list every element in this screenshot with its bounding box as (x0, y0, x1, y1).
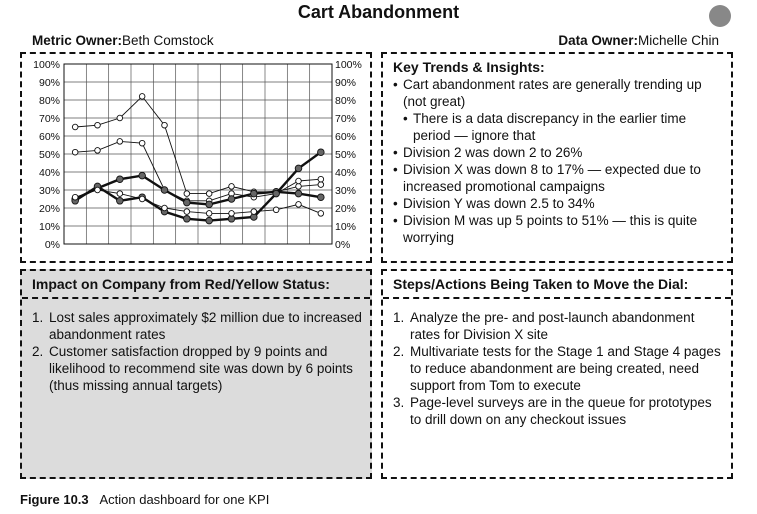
data-point (318, 194, 325, 201)
data-point (139, 172, 146, 179)
y-tick-label-right: 40% (335, 167, 357, 179)
data-point (117, 139, 123, 145)
data-point (206, 191, 212, 197)
y-tick-label-right: 50% (335, 149, 357, 161)
impact-item-number: 2. (32, 344, 44, 359)
step-item-text: Analyze the pre- and post-launch abandonment rates for Division X site (410, 310, 695, 342)
data-point (318, 176, 324, 182)
data-point (184, 199, 191, 206)
trend-item: • Cart abandonment rates are generally trending up (not great) (393, 76, 725, 110)
metric-owner (32, 33, 214, 48)
step-item (393, 394, 725, 428)
y-tick-label-right: 60% (335, 131, 357, 143)
trend-item: • Division M was up 5 points to 51% — this is quite worrying (393, 212, 725, 246)
data-point (72, 149, 78, 155)
steps-heading: Steps/Actions Being Taken to Move the Dial: (393, 276, 689, 292)
data-point (318, 211, 324, 217)
trend-line-chart (22, 54, 370, 261)
y-tick-label-left: 20% (38, 203, 60, 215)
trend-item: • Division Y was down 2.5 to 34% (393, 195, 725, 212)
data-point (296, 178, 302, 184)
steps-list (383, 309, 731, 428)
data-point (161, 187, 168, 194)
data-point (251, 190, 258, 197)
trends-list (383, 76, 731, 246)
trends-heading: Key Trends & Insights: (393, 59, 545, 75)
impact-item-text: Customer satisfaction dropped by 9 points and likelihood to recommend site was down by 6 points (thus missing annual targets) (49, 344, 353, 393)
y-tick-label-right: 0% (335, 239, 351, 251)
step-item (393, 309, 725, 343)
data-point (295, 165, 302, 172)
data-owner (558, 33, 719, 48)
data-point (72, 194, 78, 200)
y-tick-label-right: 20% (335, 203, 357, 215)
dashboard-title: Cart Abandonment (297, 2, 460, 22)
data-point (117, 191, 123, 197)
data-point (229, 184, 235, 190)
y-tick-label-left: 50% (38, 149, 60, 161)
data-point (139, 94, 145, 100)
y-tick-label-left: 60% (38, 131, 60, 143)
trend-item: • There is a data discrepancy in the earlier time period — ignore that (403, 110, 725, 144)
data-point (95, 122, 101, 128)
data-point (273, 207, 279, 213)
data-owner-label: Data Owner: (558, 33, 638, 48)
steps-panel (381, 269, 733, 479)
data-point (251, 209, 257, 215)
y-tick-label-right: 30% (335, 185, 357, 197)
y-tick-label-right: 10% (335, 221, 357, 233)
trend-item: • Division X was down 8 to 17% — expected due to increased promotional campaigns (393, 161, 725, 195)
impact-item (32, 343, 364, 394)
y-tick-label-left: 10% (38, 221, 60, 233)
impact-list (22, 309, 370, 394)
caption-label: Figure 10.3 (20, 492, 89, 507)
data-point (296, 184, 302, 190)
data-point (139, 140, 145, 146)
caption-text: Action dashboard for one KPI (99, 492, 270, 507)
data-point (318, 182, 324, 188)
y-tick-label-right: 70% (335, 113, 357, 125)
steps-divider (383, 297, 731, 299)
metric-owner-label: Metric Owner: (32, 33, 123, 48)
data-point (318, 149, 325, 156)
data-point (184, 216, 191, 223)
data-point (117, 115, 123, 121)
impact-item-text: Lost sales approximately $2 million due to increased abandonment rates (49, 310, 362, 342)
y-tick-label-left: 100% (33, 59, 60, 71)
step-item-number: 1. (393, 310, 405, 325)
data-owner-value: Michelle Chin (637, 33, 719, 48)
data-point (296, 202, 302, 208)
y-tick-label-right: 80% (335, 95, 357, 107)
step-item (393, 343, 725, 394)
metric-owner-value: Beth Comstock (122, 33, 214, 48)
data-point (295, 190, 302, 197)
impact-panel (20, 269, 372, 479)
y-tick-label-left: 30% (38, 185, 60, 197)
trends-panel (381, 52, 733, 263)
y-tick-label-left: 0% (44, 239, 60, 251)
data-point (206, 217, 213, 224)
data-point (72, 124, 78, 130)
chart-panel (20, 52, 372, 263)
data-point (117, 198, 124, 205)
impact-heading: Impact on Company from Red/Yellow Status: (32, 276, 330, 292)
y-tick-label-left: 80% (38, 95, 60, 107)
data-point (273, 190, 280, 197)
data-point (95, 148, 101, 154)
impact-divider (22, 297, 370, 299)
step-item-text: Multivariate tests for the Stage 1 and Stage 4 pages to reduce abandonment are being created, need support from Tom to execute (410, 344, 721, 393)
step-item-number: 3. (393, 395, 405, 410)
data-point (139, 196, 145, 202)
data-point (206, 201, 213, 208)
data-point (229, 211, 235, 217)
figure-caption (20, 492, 269, 507)
data-point (184, 191, 190, 197)
data-point (162, 205, 168, 211)
y-tick-label-left: 90% (38, 77, 60, 89)
data-point (95, 187, 101, 193)
y-tick-label-left: 70% (38, 113, 60, 125)
data-point (206, 211, 212, 217)
data-point (228, 196, 235, 203)
step-item-text: Page-level surveys are in the queue for prototypes to drill down on any checkout issues (410, 395, 712, 427)
impact-item-number: 1. (32, 310, 44, 325)
y-tick-label-right: 100% (335, 59, 362, 71)
trend-item: • Division 2 was down 2 to 26% (393, 144, 725, 161)
y-tick-label-right: 90% (335, 77, 357, 89)
impact-item (32, 309, 364, 343)
y-tick-label-left: 40% (38, 167, 60, 179)
status-indicator-dot (709, 5, 731, 27)
data-point (117, 176, 124, 183)
data-point (162, 122, 168, 128)
data-point (184, 209, 190, 215)
step-item-number: 2. (393, 344, 405, 359)
